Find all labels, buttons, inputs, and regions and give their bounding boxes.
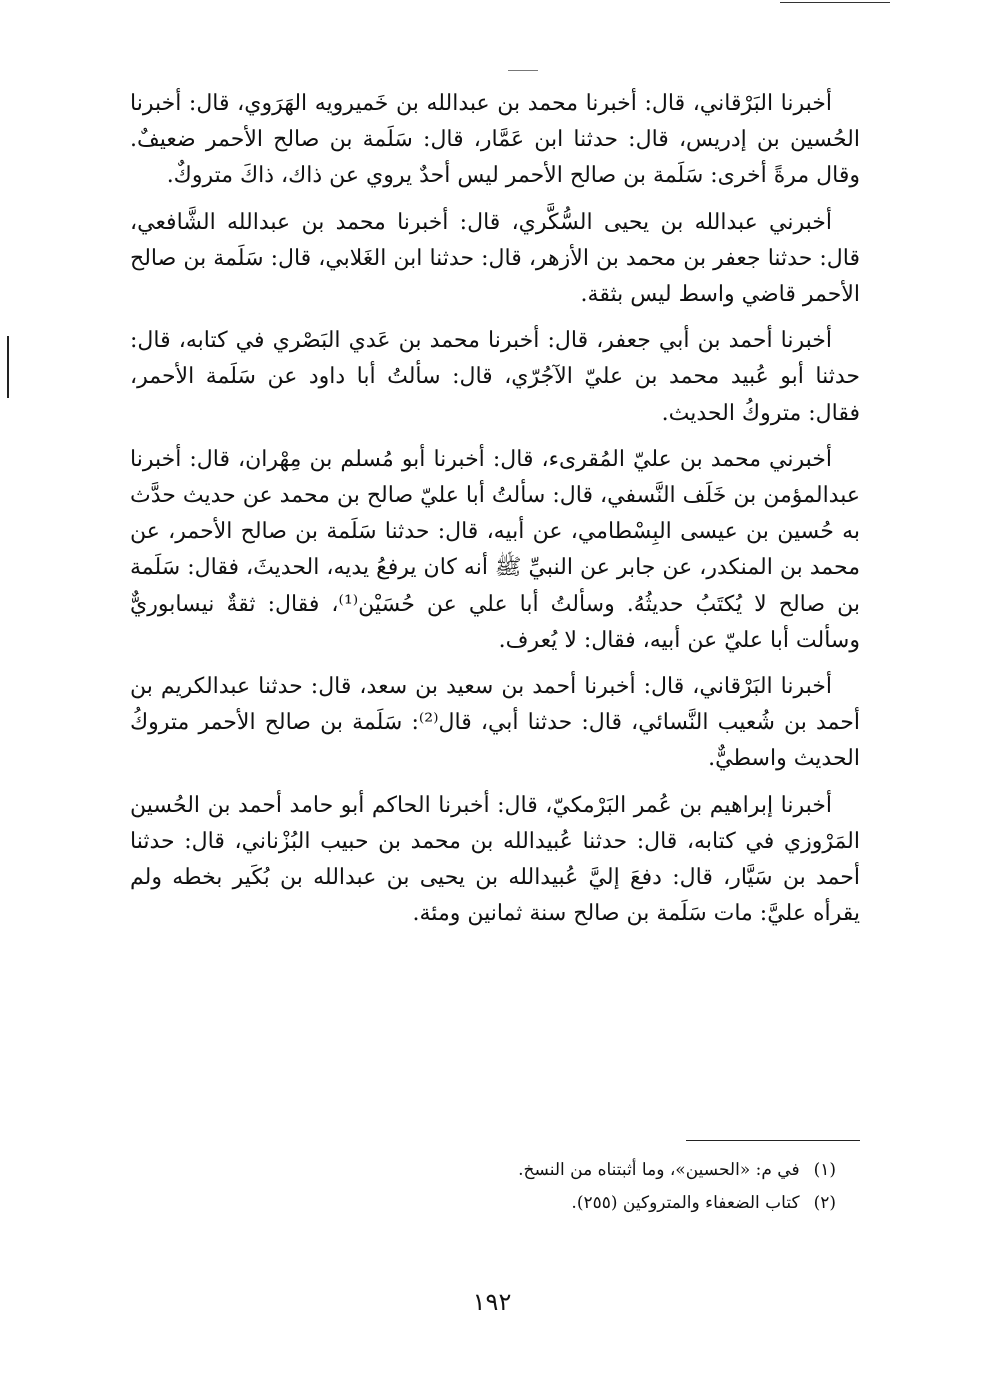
paragraph: أخبرنا أحمد بن أبي جعفر، قال: أخبرنا محمد بن عَدي البَصْري في كتابه، قال: حدثنا أبو عُبيد محمد بن عليّ الآجُرّي، قال: سألتُ أبا داود عن سَلَمة الأحمر، فقال: متروكُ الحديث. — [130, 328, 860, 426]
footnote-text: في م: «الحسين»، وما أثبتناه من النسخ. — [518, 1160, 800, 1180]
top-mark — [508, 70, 538, 71]
paragraph: أخبرنا البَرْقاني، قال: أخبرنا محمد بن عبدالله بن خَميرويه الهَرَوي، قال: أخبرنا الحُسين بن إدريس، قال: حدثنا ابن عَمَّار، قال: سَلَمة بن صالح الأحمر ضعيفٌ. وقال مرةً أخرى: سَلَمة بن صالح الأحمر ليس أحدٌ يروي عن ذاك، ذاكَ متروكٌ. — [130, 91, 860, 189]
main-text — [130, 86, 860, 942]
paragraph: أخبرنا إبراهيم بن عُمر البَرْمكيّ، قال: أخبرنا الحاكم أبو حامد أحمد بن الحُسين المَرْوزي في كتابه، قال: حدثنا عُبيدالله بن محمد بن حبيب البُزْناني، قال: حدثنا أحمد بن سَيَّار، قال: دفعَ إليَّ عُبيدالله بن يحيى بن عبدالله بن بُكَير بخطه ولم يقرأه عليَّ: مات سَلَمة بن صالح سنة ثمانين ومئة. — [130, 792, 860, 927]
footnote — [300, 1187, 836, 1220]
paragraph: أخبرني عبدالله بن يحيى السُّكَّري، قال: أخبرنا محمد بن عبدالله الشَّافعي، قال: حدثنا جعفر بن محمد بن الأزهر، قال: حدثنا ابن الغَلابي، قال: سَلَمة بن صالح الأحمر قاضي واسط ليس بثقة. — [130, 209, 860, 308]
paragraph: أخبرنا البَرْقاني، قال: أخبرنا أحمد بن سعيد بن سعد، قال: حدثنا عبدالكريم بن أحمد بن شُعيب النَّسائي، قال: حدثنا أبي، قال⁽²⁾: سَلَمة بن صالح الأحمر متروكُ الحديث واسطيٌّ. — [130, 674, 860, 772]
footnote — [300, 1154, 836, 1187]
paragraph: أخبرني محمد بن عليّ المُقرىء، قال: أخبرنا أبو مُسلم بن مِهْران، قال: أخبرنا عبدالمؤمن بن خَلَف النَّسفي، قال: سألتُ أبا عليّ صالح بن محمد عن حديث حدَّث به حُسين بن عيسى البِسْطامي، عن أبيه، قال: حدثنا سَلَمة بن صالح الأحمر، عن محمد بن المنكدر، عن جابر عن النبيِّ ﷺ أنه كان يرفعُ يديه، الحديثَ، فقال: سَلَمة بن صالح لا يُكتَبُ حديثُهُ. وسألتُ أبا علي عن حُسَيْن⁽¹⁾، فقال: ثقةٌ نيسابوريٌّ وسألت أبا عليّ عن أبيه، فقال: لا يُعرف. — [130, 446, 861, 653]
page-number: ١٩٢ — [472, 1288, 512, 1316]
footnote-text: كتاب الضعفاء والمتروكين (٢٥٥). — [571, 1193, 800, 1213]
top-rule — [780, 2, 890, 3]
footnote-number: (١) — [813, 1160, 836, 1180]
footnotes — [300, 1154, 836, 1220]
footnote-number: (٢) — [813, 1193, 836, 1213]
margin-bar — [7, 336, 9, 398]
footnote-separator — [686, 1140, 860, 1141]
